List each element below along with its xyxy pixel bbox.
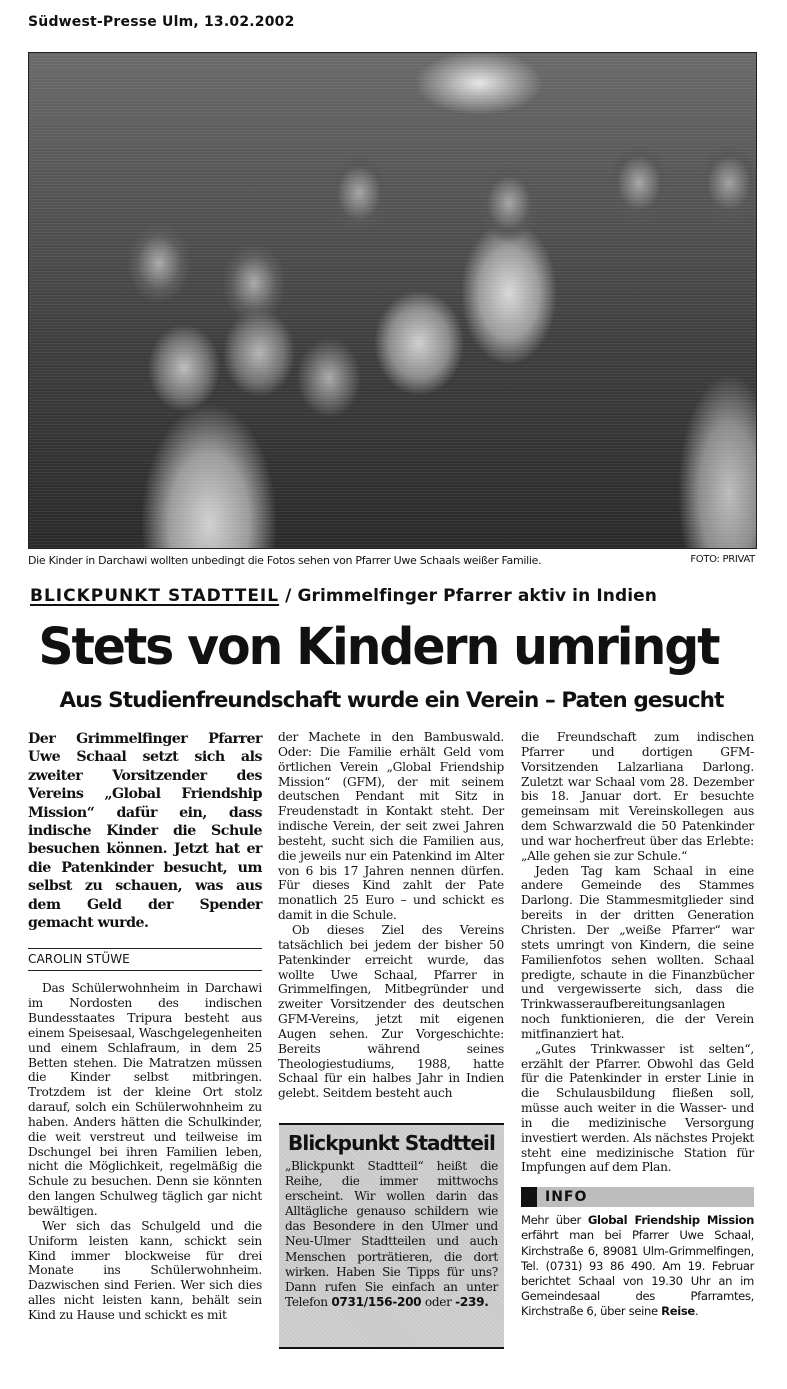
info-text <box>521 1213 754 1319</box>
info-label: INFO <box>545 1188 588 1205</box>
photo-credit: FOTO: PRIVAT <box>690 554 755 565</box>
article-column-3 <box>521 730 754 1319</box>
body-paragraph: Das Schülerwohnheim in Darchawi im Nordosten des indischen Bundesstaates Tripura besteht aus einem Speisesaal, Waschgelegenheiten und einem Schlafraum, in dem 25 Betten stehen. Die Matratzen müssen die Kinder selbst mitbringen. Trotzdem ist der kleine Ort stolz darauf, solch ein Schülerwohnheim zu haben. Anders hätten die Schulkinder, die weit verstreut und teilweise im Dschungel bei ihren Familien leben, nicht die Möglichkeit, regelmäßig die Schule zu besuchen. Denn sie könnten den langen Schulweg täglich gar nicht bewältigen. <box>28 981 262 1218</box>
article-column-2 <box>278 730 504 1101</box>
newspaper-source-date: Südwest-Presse Ulm, 13.02.2002 <box>28 14 295 30</box>
info-org-name: Global Friendship Mission <box>587 1213 754 1228</box>
body-paragraph: „Gutes Trinkwasser ist selten“, erzählt der Pfarrer. Obwohl das Geld für die Patenkinder in erster Linie in die Schulausbildung fließen soll, müsse auch weiter in die Wasser- und in die medizinische Versorgung investiert werden. Als nächstes Projekt steht eine medizinische Station für Impfungen auf dem Plan. <box>521 1041 754 1175</box>
photo-caption-row <box>28 554 755 567</box>
sidebar-box-phone-connector: oder <box>424 1294 452 1309</box>
body-paragraph: Ob dieses Ziel des Vereins tatsächlich bei jedem der bisher 50 Patenkinder erreicht wurde, das wollte Uwe Schaal, Pfarrer in Grimmelfingen, Mitbegründer und zweiter Vorsitzender des deutschen GFM-Vereins, jetzt mit eigenen Augen sehen. Zur Vorgeschichte: Bereits während seines Theologiestudiums, 1988, hatte Schaal für ein halbes Jahr in Indien gelebt. Seitdem besteht auch <box>278 922 504 1101</box>
body-paragraph: die Freundschaft zum indischen Pfarrer und dortigen GFM-Vorsitzenden Lalzarliana Darlong. Zuletzt war Schaal vom 28. Dezember bis 18. Januar dort. Er besuchte gemeinsam mit Vereinskollegen aus dem Schwarzwald die 50 Patenkinder und war hocherfreut über das Erlebte: „Alle gehen sie zur Schule.“ <box>521 730 754 863</box>
info-intro: Mehr über <box>521 1213 581 1228</box>
info-last-word: Reise <box>661 1303 695 1318</box>
info-header <box>521 1187 754 1207</box>
photo-caption: Die Kinder in Darchawi wollten unbedingt die Fotos sehen von Pfarrer Uwe Schaals weißer Familie. <box>28 554 542 567</box>
article-column-1 <box>28 730 262 1323</box>
kicker-separator: / <box>279 586 298 606</box>
sidebar-box-phone: 0731/156-200 <box>331 1294 422 1309</box>
body-paragraph: Wer sich das Schulgeld und die Uniform leisten kann, schickt sein Kind immer blockweise für drei Monate ins Schülerwohnheim. Dazwischen sind Ferien. Wer sich dies alles nicht leisten kann, behält sein Kind zu Hause und schickt es mit <box>28 1218 262 1322</box>
sidebar-box-body: „Blickpunkt Stadtteil“ heißt die Reihe, die immer mittwochs erscheint. Wir wollen darin das Alltägliche genauso schildern wie das Besondere in den Ulmer und Neu-Ulmer Stadtteilen und auch Menschen porträtieren, die dort wirken. Haben Sie Tipps für uns? Dann rufen Sie einfach an unter Telefon <box>285 1159 498 1309</box>
lead-paragraph: Der Grimmelfinger Pfarrer Uwe Schaal setzt sich als zweiter Vorsitzender des Vereins „Global Friendship Mission“ dafür ein, dass indische Kinder die Schule besuchen können. Jetzt hat er die Patenkinder besucht, um selbst zu schauen, was aus dem Geld der Spender gemacht wurde. <box>28 731 262 932</box>
sidebar-box-phone-ext: -239. <box>455 1294 489 1309</box>
article-photo <box>28 52 757 549</box>
body-paragraph: Jeden Tag kam Schaal in eine andere Gemeinde des Stammes Darlong. Die Stammesmitglieder sind bereits in der dritten Generation Christen. Der „weiße Pfarrer“ war stets umringt von Kindern, die seine Familienfotos sehen wollten. Schaal predigte, schaute in die Finanzbücher und vergewisserte sich, dass die Trinkwasseraufbereitungsanlagen noch funktionieren, die der Verein mitfinanziert hat. <box>521 863 754 1041</box>
kicker-topic: Grimmelfinger Pfarrer aktiv in Indien <box>297 586 657 606</box>
sidebar-box-title: Blickpunkt Stadtteil <box>288 1131 495 1155</box>
info-end: . <box>694 1303 699 1318</box>
info-square-icon <box>521 1187 537 1207</box>
byline: CAROLIN STÜWE <box>28 948 262 971</box>
kicker <box>30 586 657 606</box>
body-paragraph: der Machete in den Bambuswald. Oder: Die Familie erhält Geld vom örtlichen Verein „Global Friendship Mission“ (GFM), der mit seinem deutschen Pendant mit Sitz in Freudenstadt in Kontakt steht. Der indische Verein, der seit zwei Jahren besteht, sucht sich die Familien aus, die jeweils nur ein Patenkind im Alter von 6 bis 17 Jahren nennen dürfen. Für dieses Kind zahlt der Pate monatlich 25 Euro – und schickt es damit in die Schule. <box>278 730 504 923</box>
headline: Stets von Kindern umringt <box>38 618 719 677</box>
kicker-section: BLICKPUNKT STADTTEIL <box>30 586 280 606</box>
blickpunkt-sidebar-box <box>279 1123 504 1349</box>
sidebar-box-text <box>279 1159 504 1310</box>
subheadline: Aus Studienfreundschaft wurde ein Verein – Paten gesucht <box>59 688 724 713</box>
info-body: erfährt man bei Pfarrer Uwe Schaal, Kirchstraße 6, 89081 Ulm-Grimmelfingen, Tel. (0731) 93 86 490. Am 19. Februar berichtet Schaal von 19.30 Uhr an im Gemeindesaal des Pfarramtes, Kirchstraße 6, über seine <box>521 1228 754 1318</box>
